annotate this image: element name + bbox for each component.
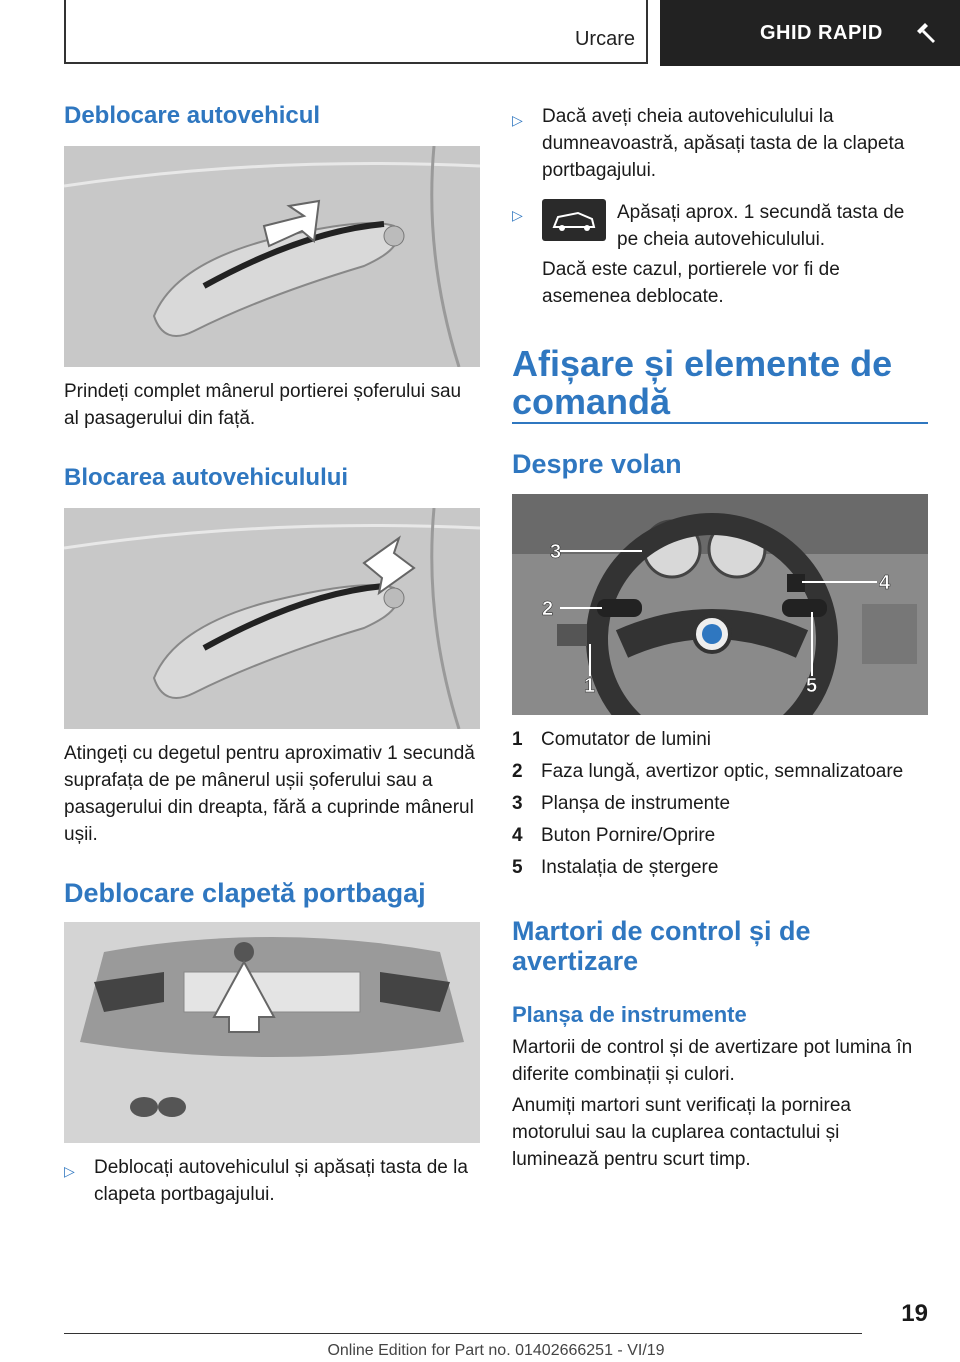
wheel-title: Despre volan [512, 449, 682, 479]
lock-title: Blocarea autovehiculului [64, 464, 349, 491]
list-item: 4 Buton Pornire/Oprire [512, 825, 716, 846]
footer-rule [64, 1333, 862, 1334]
figure-label-3: 3 [550, 541, 562, 563]
trunk-release-image [64, 922, 480, 1143]
quick-guide-label: GHID RAPID [760, 21, 883, 44]
header-frame [64, 0, 648, 64]
list-item: 1 Comutator de lumini [512, 729, 712, 750]
page-number: 19 [901, 1300, 928, 1327]
list-item: 2 Faza lungă, avertizor optic, semnalizatoare [512, 761, 904, 782]
instrument-panel-text-2: Anumiți martori sunt verificați la pornirea motorului sau la cuplarea contactului și luminează pentru scurt timp. [512, 1095, 851, 1170]
wheel-legend [512, 726, 928, 886]
section-title: Afișare și elemente de comandă [512, 343, 893, 422]
bullet-triangle-icon: ▷ [512, 112, 523, 128]
section-rule [512, 422, 928, 424]
bullet-triangle-icon: ▷ [64, 1163, 75, 1179]
lock-text: Atingeți cu degetul pentru aproximativ 1 secundă suprafața de pe mânerul ușii șoferului sau a pasagerului din dreapta, fără a cuprinde mânerul ușii. [64, 743, 475, 845]
figure-label-2: 2 [542, 598, 554, 620]
bullet-triangle-icon: ▷ [512, 207, 523, 223]
footer-edition: Online Edition for Part no. 01402666251 - VI/19 [327, 1342, 665, 1359]
doors-unlocked-text: Dacă este cazul, portierele vor fi de asemenea deblocate. [542, 259, 840, 307]
car-trunk-icon [542, 199, 606, 241]
hammer-icon [913, 21, 937, 45]
trunk-bullet: Deblocați autovehiculul și apăsați tasta de la clapeta portbagajului. [94, 1157, 468, 1205]
quick-guide-badge [660, 0, 960, 66]
figure-label-5: 5 [806, 675, 818, 697]
instrument-panel-text-1: Martorii de control și de avertizare pot lumina în diferite combinații și culori. [512, 1037, 913, 1085]
header-section-title: Urcare [574, 28, 635, 50]
figure-label-1: 1 [584, 675, 596, 697]
instrument-panel-title: Planșa de instrumente [512, 1002, 747, 1027]
remote-key-bullet: Dacă aveți cheia autovehiculului la dumneavoastră, apăsați tasta de la clapeta portbagajului. [542, 106, 905, 181]
door-handle-unlock-image [64, 146, 480, 367]
trunk-key-button-image [542, 199, 606, 241]
list-item: 5 Instalația de ștergere [512, 857, 719, 878]
steering-wheel-image [512, 494, 928, 715]
list-item: 3 Planșa de instrumente [512, 793, 731, 814]
door-handle-lock-image [64, 508, 480, 729]
unlock-text: Prindeți complet mânerul portierei șoferului sau al pasagerului din față. [64, 381, 462, 429]
trunk-title: Deblocare clapetă portbagaj [64, 878, 426, 908]
key-press-text: Apăsați aprox. 1 secundă tasta de pe cheia autovehiculului. [617, 202, 905, 250]
unlock-title: Deblocare autovehicul [64, 102, 321, 129]
warning-lights-title: Martori de control și de avertizare [512, 916, 811, 976]
figure-label-4: 4 [879, 572, 891, 594]
